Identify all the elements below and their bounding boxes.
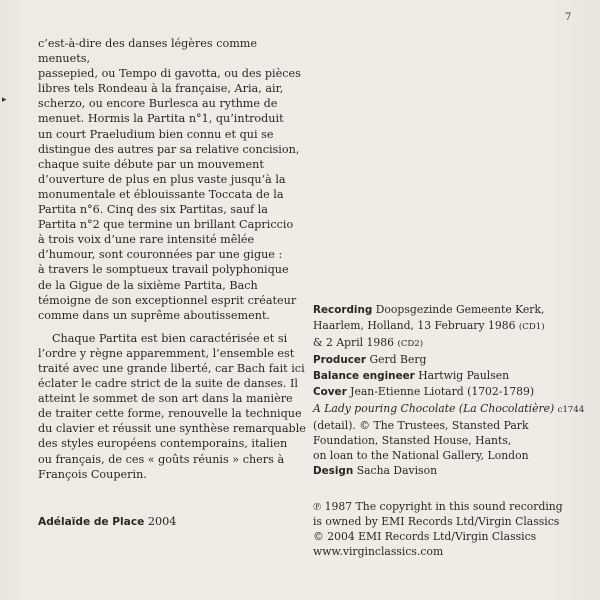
text-line: un court Praeludium bien connu et qui se	[38, 127, 274, 141]
website-url: www.virginclassics.com	[313, 545, 444, 559]
text-line: traité avec une grande liberté, car Bach fait ici	[38, 361, 305, 375]
cover-credit-line: Foundation, Stansted House, Hants,	[313, 433, 512, 447]
page-number: 7	[565, 12, 572, 23]
text-line: l’ordre y règne apparemment, l’ensemble est	[38, 346, 295, 360]
recording-cd2: (CD2)	[397, 339, 424, 350]
phonographic-copyright: ℗ 1987 The copyright in this sound recording	[313, 500, 563, 513]
essay-signature	[38, 515, 176, 528]
recording-label: Recording	[313, 304, 373, 316]
text-line: passepied, ou Tempo di gavotta, ou des pièces	[38, 67, 301, 81]
text-line: atteint le sommet de son art dans la manière	[38, 392, 293, 406]
text-line: témoigne de son exceptionnel esprit créateur	[38, 293, 297, 307]
credits-block	[313, 302, 593, 479]
text-line: à trois voix d’une rare intensité mêlée	[38, 233, 255, 247]
credit-cover	[313, 384, 593, 462]
cover-artwork-title: A Lady pouring Chocolate (La Chocolatière)	[313, 401, 555, 415]
balance-engineer-value: Hartwig Paulsen	[418, 369, 510, 383]
cover-artist: Jean-Etienne Liotard (1702-1789)	[350, 385, 535, 399]
text-line: à travers le somptueux travail polyphonique	[38, 263, 289, 277]
cover-label: Cover	[313, 386, 347, 399]
credit-balance-engineer	[313, 368, 593, 384]
copyright-notice: © 2004 EMI Records Ltd/Virgin Classics	[313, 530, 537, 544]
recording-venue: Doopsgezinde Gemeente Kerk,	[375, 303, 545, 316]
text-line: scherzo, ou encore Burlesca au rythme de	[38, 97, 278, 111]
cover-credit-line: (detail). © The Trustees, Stansted Park	[313, 418, 529, 432]
essay-paragraph-2	[38, 331, 310, 482]
text-line: François Couperin.	[38, 467, 147, 481]
text-line: libres tels Rondeau à la française, Aria, air,	[38, 82, 284, 96]
recording-date-1: Haarlem, Holland, 13 February 1986	[313, 319, 516, 333]
credit-recording	[313, 302, 593, 352]
recording-cd1: (CD1)	[518, 322, 545, 333]
text-line: Partita n°6. Cinq des six Partitas, sauf la	[38, 203, 268, 217]
balance-engineer-label: Balance engineer	[313, 370, 415, 383]
copyright-owner: is owned by EMI Records Ltd/Virgin Classics	[313, 515, 560, 529]
text-line: comme dans un suprême aboutissement.	[38, 308, 270, 322]
design-value: Sacha Davison	[356, 463, 438, 477]
cover-artwork-year: c1744	[557, 404, 585, 415]
margin-mark: ▸	[2, 95, 7, 105]
text-line: du clavier et réussit une synthèse remarquable	[38, 422, 306, 436]
author-name: Adélaïde de Place	[38, 516, 145, 528]
text-line: ou français, de ces « goûts réunis » chers à	[38, 452, 285, 466]
essay-paragraph-1	[38, 36, 310, 323]
text-line: de la Gigue de la sixième Partita, Bach	[38, 278, 258, 292]
text-line: distingue des autres par sa relative concision,	[38, 142, 300, 156]
text-line: menuet. Hormis la Partita n°1, qu’introduit	[38, 112, 284, 126]
text-line: d’ouverture de plus en plus vaste jusqu’à la	[38, 172, 286, 186]
producer-label: Producer	[313, 354, 367, 367]
text-line: c’est-à-dire des danses légères comme menuets,	[38, 37, 258, 66]
credit-design	[313, 463, 593, 479]
cover-credit-line: on loan to the National Gallery, London	[313, 448, 529, 462]
text-line: Chaque Partita est bien caractérisée et si	[52, 331, 288, 345]
recording-date-2: & 2 April 1986	[313, 336, 395, 350]
producer-value: Gerd Berg	[369, 353, 427, 367]
text-line: d’humour, sont couronnées par une gigue :	[38, 248, 283, 262]
credit-producer	[313, 352, 593, 368]
text-line: chaque suite débute par un mouvement	[38, 157, 264, 171]
text-line: Partita n°2 que termine un brillant Capriccio	[38, 218, 294, 232]
text-line: monumentale et éblouissante Toccata de la	[38, 187, 284, 201]
text-line: des styles européens contemporains, italien	[38, 437, 288, 451]
text-line: de traiter cette forme, renouvelle la technique	[38, 407, 302, 421]
author-year: 2004	[147, 515, 177, 528]
design-label: Design	[313, 464, 354, 477]
text-line: éclater le cadre strict de la suite de danses. Il	[38, 377, 298, 391]
essay-column	[38, 36, 310, 482]
copyright-block	[313, 499, 593, 559]
